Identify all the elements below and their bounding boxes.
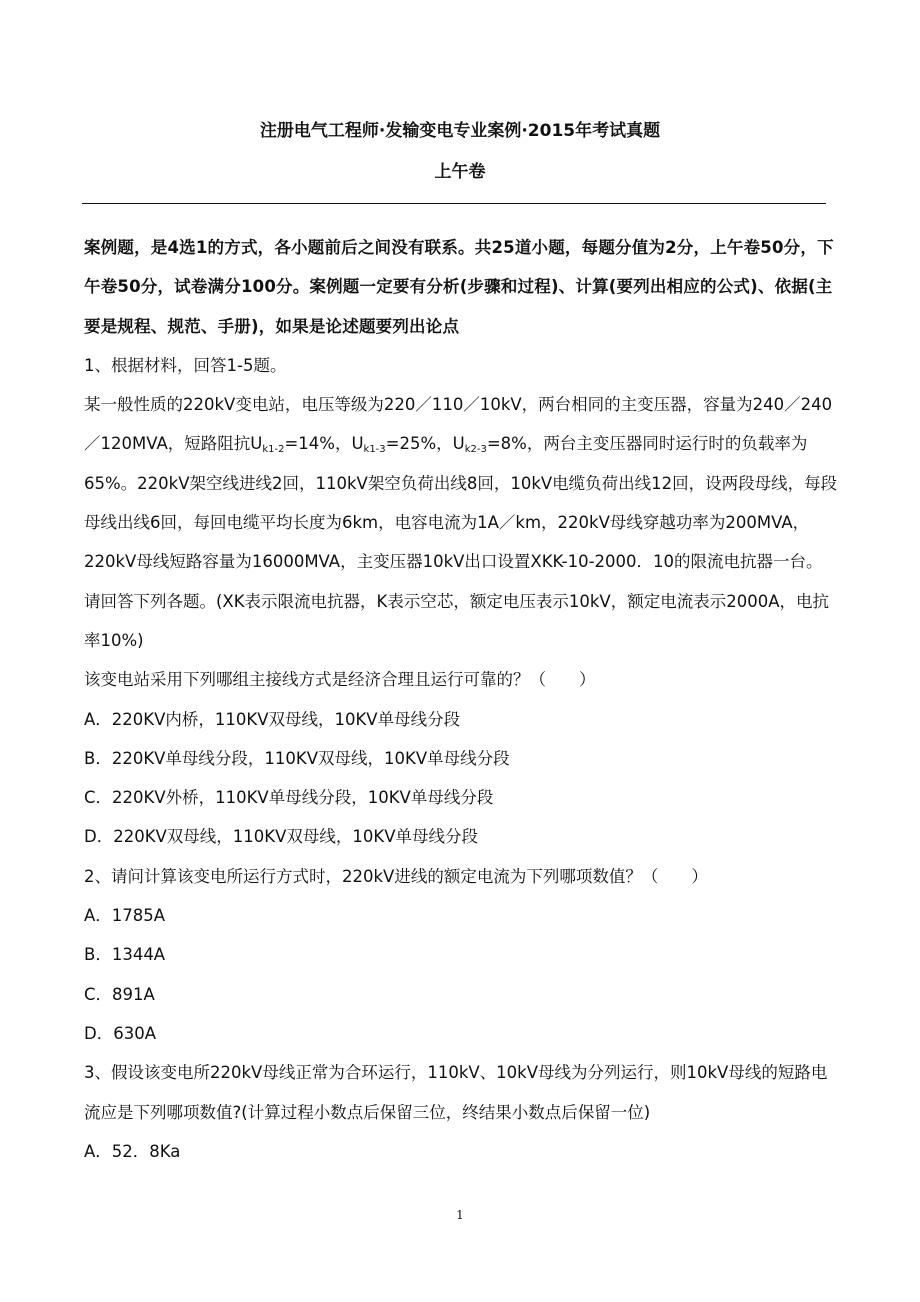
answer-option: C．891A [84, 984, 155, 1004]
material-text-4: =8%，两台主变压器同时运行时的负载率为65%。220kV架空线进线2回，110kV架空负荷出线8回，10kV电缆负荷出线12回，设两段母线，每段母线出线6回，每回电缆平均长度为6km，电容电流为1A／km，220kV母线穿越功率为200MVA，220kV母线短路容量为16000MVA，主变压器10kV出口设置XKK-10-2000．10的限流电抗器一台。请回答下列各题。(XK表示限流电抗器，K表示空芯，额定电压表示10kV，额定电流表示2000A，电抗率10%) [84, 434, 838, 650]
title-divider [82, 203, 826, 204]
impedance-subscript-3: k2-3 [464, 444, 487, 456]
question-stem: 3、假设该变电所220kV母线正常为合环运行，110kV、10kV母线为分列运行，则10kV母线的短路电流应是下列哪项数值?(计算过程小数点后保留三位，终结果小数点后保留一位) [84, 1063, 828, 1122]
answer-option: D．630A [84, 1023, 156, 1043]
answer-option: B．220KV单母线分段，110KV双母线，10KV单母线分段 [84, 748, 510, 768]
answer-option: C．220KV外桥，110KV单母线分段，10KV单母线分段 [84, 788, 494, 808]
answer-option: D．220KV双母线，110KV双母线，10KV单母线分段 [84, 827, 479, 847]
material-text-2: =14%，U [284, 434, 364, 454]
document-body [84, 228, 838, 1171]
impedance-subscript-1: k1-2 [262, 444, 285, 456]
answer-option: B．1344A [84, 945, 166, 965]
instructions-paragraph: 案例题，是4选1的方式，各小题前后之间没有联系。共25道小题，每题分值为2分，上午卷50分，下午卷50分，试卷满分100分。案例题一定要有分析(步骤和过程)、计算(要列出相应的公式)、依据(主要是规程、规范、手册)，如果是论述题要列出论点 [84, 238, 834, 336]
page-number: 1 [456, 1208, 464, 1222]
answer-option: A．1785A [84, 906, 166, 926]
material-text-1: 某一般性质的220kV变电站，电压等级为220／110／10kV，两台相同的主变压器，容量为240／240／120MVA，短路阻抗U [84, 395, 833, 454]
material-text-3: =25%，U [385, 434, 465, 454]
answer-option: A．220KV内桥，110KV双母线，10KV单母线分段 [84, 709, 461, 729]
question-stem: 该变电站采用下列哪组主接线方式是经济合理且运行可靠的？（ ） [84, 670, 596, 690]
page-subtitle: 上午卷 [434, 162, 486, 182]
answer-option: A．52．8Ka [84, 1141, 181, 1161]
material-heading: 1、根据材料，回答1-5题。 [84, 355, 287, 375]
material-paragraph [84, 385, 838, 660]
impedance-subscript-2: k1-3 [363, 444, 386, 456]
page-title: 注册电气工程师·发输变电专业案例·2015年考试真题 [259, 121, 661, 141]
question-stem: 2、请问计算该变电所运行方式时，220kV进线的额定电流为下列哪项数值？（ ） [84, 866, 708, 886]
